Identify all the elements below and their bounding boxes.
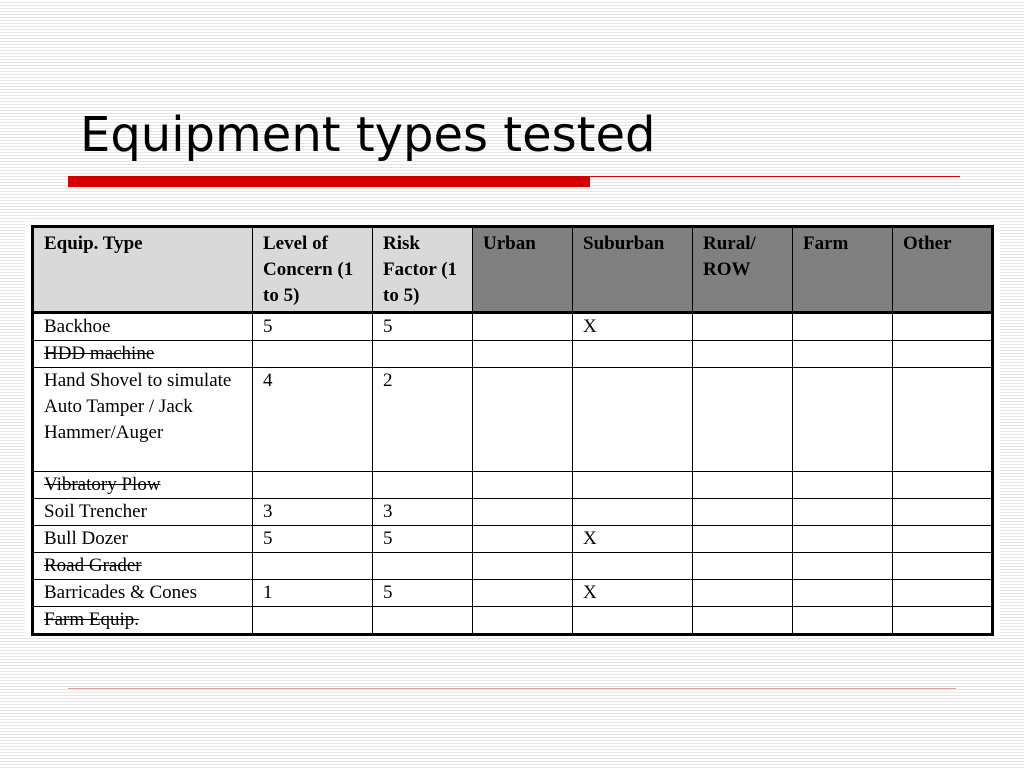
cell-urban (473, 580, 573, 607)
cell-equip-type: Farm Equip. (33, 607, 253, 635)
table-row (33, 341, 993, 368)
cell-farm (793, 607, 893, 635)
cell-risk-factor: 5 (373, 580, 473, 607)
table-row (33, 313, 993, 341)
cell-rural-row (693, 553, 793, 580)
slide-title: Equipment types tested (80, 107, 656, 163)
table-row (33, 526, 993, 553)
cell-level-of-concern: 5 (253, 313, 373, 341)
table-row (33, 368, 993, 472)
table-row (33, 553, 993, 580)
cell-equip-type: HDD machine (33, 341, 253, 368)
table-row (33, 472, 993, 499)
cell-suburban (573, 607, 693, 635)
table-row (33, 580, 993, 607)
cell-other (893, 526, 993, 553)
cell-farm (793, 580, 893, 607)
cell-urban (473, 499, 573, 526)
cell-urban (473, 553, 573, 580)
cell-urban (473, 526, 573, 553)
title-underline-thin (590, 176, 960, 177)
cell-suburban (573, 368, 693, 472)
cell-equip-type: Backhoe (33, 313, 253, 341)
cell-farm (793, 526, 893, 553)
cell-risk-factor: 5 (373, 526, 473, 553)
cell-suburban (573, 472, 693, 499)
cell-suburban (573, 499, 693, 526)
cell-risk-factor: 2 (373, 368, 473, 472)
cell-other (893, 580, 993, 607)
cell-rural-row (693, 472, 793, 499)
cell-risk-factor (373, 472, 473, 499)
cell-urban (473, 368, 573, 472)
cell-farm (793, 341, 893, 368)
cell-risk-factor: 5 (373, 313, 473, 341)
header-farm: Farm (793, 227, 893, 313)
cell-rural-row (693, 341, 793, 368)
cell-urban (473, 472, 573, 499)
cell-urban (473, 313, 573, 341)
cell-rural-row (693, 368, 793, 472)
cell-suburban: X (573, 580, 693, 607)
cell-farm (793, 313, 893, 341)
cell-other (893, 607, 993, 635)
cell-equip-type: Road Grader (33, 553, 253, 580)
cell-other (893, 313, 993, 341)
cell-other (893, 472, 993, 499)
cell-other (893, 341, 993, 368)
cell-level-of-concern: 4 (253, 368, 373, 472)
cell-rural-row (693, 313, 793, 341)
cell-other (893, 499, 993, 526)
bottom-divider (68, 688, 956, 689)
header-suburban: Suburban (573, 227, 693, 313)
equipment-table (31, 225, 994, 636)
cell-farm (793, 553, 893, 580)
table-row (33, 607, 993, 635)
cell-risk-factor (373, 553, 473, 580)
cell-equip-type: Barricades & Cones (33, 580, 253, 607)
cell-level-of-concern (253, 607, 373, 635)
cell-farm (793, 472, 893, 499)
cell-rural-row (693, 499, 793, 526)
cell-level-of-concern (253, 553, 373, 580)
header-urban: Urban (473, 227, 573, 313)
cell-level-of-concern: 3 (253, 499, 373, 526)
table-row (33, 499, 993, 526)
cell-risk-factor (373, 607, 473, 635)
cell-urban (473, 607, 573, 635)
cell-farm (793, 368, 893, 472)
cell-level-of-concern: 5 (253, 526, 373, 553)
cell-suburban (573, 553, 693, 580)
header-risk-factor: Risk Factor (1 to 5) (373, 227, 473, 313)
cell-risk-factor: 3 (373, 499, 473, 526)
table-header-row (33, 227, 993, 313)
cell-suburban (573, 341, 693, 368)
cell-equip-type: Hand Shovel to simulate Auto Tamper / Jack Hammer/Auger (33, 368, 253, 472)
cell-level-of-concern (253, 341, 373, 368)
cell-equip-type: Bull Dozer (33, 526, 253, 553)
cell-equip-type: Soil Trencher (33, 499, 253, 526)
cell-rural-row (693, 607, 793, 635)
cell-farm (793, 499, 893, 526)
header-rural-row: Rural/ ROW (693, 227, 793, 313)
header-level-of-concern: Level of Concern (1 to 5) (253, 227, 373, 313)
title-underline-thick (68, 176, 590, 187)
cell-other (893, 553, 993, 580)
cell-rural-row (693, 526, 793, 553)
cell-equip-type: Vibratory Plow (33, 472, 253, 499)
cell-other (893, 368, 993, 472)
cell-risk-factor (373, 341, 473, 368)
header-other: Other (893, 227, 993, 313)
cell-suburban: X (573, 313, 693, 341)
cell-rural-row (693, 580, 793, 607)
cell-suburban: X (573, 526, 693, 553)
cell-urban (473, 341, 573, 368)
cell-level-of-concern: 1 (253, 580, 373, 607)
table-image (25, 219, 1000, 637)
header-equip-type: Equip. Type (33, 227, 253, 313)
cell-level-of-concern (253, 472, 373, 499)
